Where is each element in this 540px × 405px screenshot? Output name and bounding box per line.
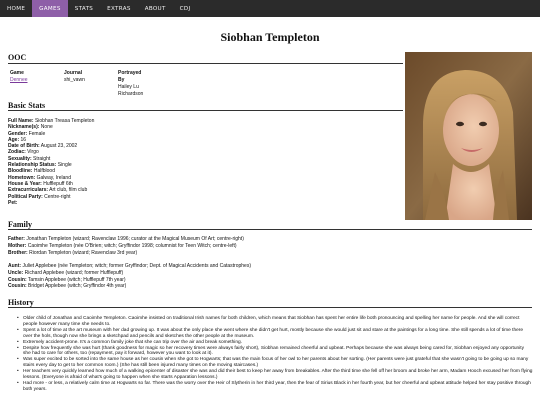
- list-item: • Older child of Jonathan and Caoimhe Templeton. Caoimhe insisted on traditional Irish names for both children, which means that Siobhan has spent her entire life both pronouncing and spelling her name for people. And she will correct people however many time she needs to.: [15, 316, 533, 328]
- family-value: Juliet Applebee (née Templeton; witch; former Gryffindor; Dept. of Magical Accidents and Catastrophes): [22, 263, 251, 269]
- stat-value: August 23, 2002: [40, 143, 78, 150]
- family-row: [8, 277, 251, 284]
- stat-key: Political Party:: [8, 193, 43, 200]
- list-item: • Extremely accident-prone. It's a common family joke that she can trip over the air and break something.: [15, 340, 533, 346]
- stat-key: Sexuality:: [8, 155, 32, 162]
- basic-stats-divider: [8, 110, 403, 111]
- nav-stats[interactable]: STATS: [74, 5, 94, 12]
- stat-value: Single: [57, 162, 72, 169]
- family-value: Jonathan Templeton (wizard; Ravenclaw 1996; curator at the Magical Museum Of Art; centre-right): [26, 236, 244, 242]
- list-item: • Her teachers very quickly learned how much of a walking epicenter of disaster she was and did their best to keep her away from breakables. After the third time she fell off her broom and broke her arm, Madam Hooch excused her from flying lessons. (Everyone is afraid of what's going to happen when she starts Apparation lessons.): [15, 369, 533, 381]
- ooc-game-link[interactable]: Dennee: [10, 77, 28, 83]
- family-row: [8, 263, 251, 270]
- portrait-image: [405, 52, 532, 220]
- family-key: Cousin:: [8, 276, 27, 283]
- stat-key: Date of Birth:: [8, 143, 40, 150]
- nav-cdj[interactable]: CDJ: [179, 5, 191, 12]
- family-row: [8, 270, 251, 277]
- list-item: • Had more - or less, a relatively calm time at Hogwarts so far. There was the worry over the Heir of Slytherin in her third year, then the fear of Sirius Black in her fourth year, but her cheerful and upbeat attitude helped her stay positive through both years.: [15, 381, 533, 393]
- stat-key: Bloodline:: [8, 168, 33, 175]
- stat-value: Virgo: [27, 149, 39, 156]
- family-value: Richard Applebee (wizard; former Hufflepuff): [24, 269, 124, 276]
- ooc-journal-value: shi_vawn: [64, 77, 85, 83]
- basic-stats-list: [8, 118, 94, 206]
- family-group-extended: [8, 263, 251, 290]
- family-key: Uncle:: [8, 269, 24, 276]
- stat-value: 16: [20, 136, 27, 143]
- family-row: [8, 283, 251, 290]
- family-value: Tamsin Applebee (witch; Hufflepuff 7th year): [27, 276, 126, 283]
- family-group-parents: [8, 236, 244, 256]
- stat-key: Relationship Status:: [8, 162, 57, 169]
- stat-value: Galway, Ireland: [36, 174, 71, 181]
- stat-value: Hufflepuff 6th: [43, 180, 73, 187]
- stat-value: Female: [28, 130, 46, 137]
- ooc-heading: OOC: [8, 53, 27, 62]
- top-nav: [0, 0, 540, 17]
- ooc-journal-header: Journal: [64, 70, 83, 76]
- list-item: • Was super excited to be sorted into the same house as her cousin when she got to Hogwarts; that was the main focus of her owl to her parents about her sorting. (Her parents were just grateful that she wasn't going to be going up so many stairs every day to get to her common room.) (She has still been injured many times on the moving staircases.): [15, 357, 533, 369]
- ooc-pb-value-2: Richardson: [118, 91, 144, 97]
- family-value: Bridget Applebee (witch; Gryffindor 4th year): [28, 283, 127, 290]
- character-portrait: [405, 52, 532, 220]
- ooc-pb-col: [118, 70, 143, 98]
- stat-value: Straight: [33, 155, 51, 162]
- ooc-divider: [8, 63, 403, 64]
- nav-home[interactable]: HOME: [7, 5, 26, 12]
- history-list: [15, 316, 533, 393]
- family-row: [8, 243, 244, 250]
- ooc-game-header: Game: [10, 70, 24, 76]
- family-key: Aunt:: [8, 263, 22, 269]
- list-item: • Despite how frequently she was hurt (thank goodness for magic so her recovery times were always fairly short), Siobhan remained cheerful and upbeat. Perhaps because she was always being cared for, Siobhan enjoyed any opportunity she had to care for others, too (repayment, pay it forward, however you want to look at it).: [15, 346, 533, 358]
- ooc-pb-value-1: Hailey Lu: [118, 84, 139, 90]
- nav-extras[interactable]: EXTRAS: [107, 5, 131, 12]
- family-row: [8, 250, 244, 257]
- stat-value: Centre-right: [44, 193, 71, 200]
- family-row: [8, 236, 244, 243]
- family-key: Father:: [8, 236, 25, 242]
- family-key: Cousin:: [8, 283, 27, 290]
- list-item: • Spent a lot of time at the art museum with her dad growing up. It was about the only place she went where she didn't get hurt, mostly because she would just sit and stare at the paintings for a long time. She still spends a lot of time there over the hols, though now she brings a sketchpad and pencils and sketches the other people at the museum.: [15, 328, 533, 340]
- stat-value: None: [40, 124, 53, 131]
- family-key: Mother:: [8, 242, 27, 249]
- stat-key: Gender:: [8, 130, 28, 137]
- family-heading: Family: [8, 220, 32, 229]
- stat-key: Zodiac:: [8, 149, 26, 156]
- stat-key: Age:: [8, 136, 20, 143]
- family-divider: [8, 229, 532, 230]
- ooc-pb-header: Portrayed By: [118, 70, 142, 83]
- stat-key: House & Year:: [8, 180, 42, 187]
- ooc-game-col: [10, 70, 28, 84]
- stat-key: Hometown:: [8, 174, 36, 181]
- stat-key: Pet:: [8, 199, 18, 206]
- history-heading: History: [8, 298, 34, 307]
- page-title: Siobhan Templeton: [220, 30, 320, 44]
- nav-about[interactable]: ABOUT: [144, 5, 166, 12]
- stat-value: Halfblood: [33, 168, 55, 175]
- family-key: Brother:: [8, 249, 28, 256]
- stat-value: Art club, film club: [49, 187, 88, 194]
- stat-row: [8, 200, 94, 206]
- family-value: Riordan Templeton (wizard; Ravenclaw 3rd year): [29, 249, 138, 256]
- stat-key: Extracurriculars:: [8, 187, 49, 194]
- stat-key: Full Name:: [8, 118, 34, 124]
- ooc-journal-col: [64, 70, 85, 84]
- history-divider: [8, 307, 532, 308]
- nav-games[interactable]: GAMES: [32, 0, 68, 17]
- family-value: Caoimhe Templeton (née O'Brien; witch; Gryffindor 1998; columnist for Teen Witch; centre-left): [27, 242, 237, 249]
- stat-key: Nickname(s):: [8, 124, 40, 131]
- basic-stats-heading: Basic Stats: [8, 101, 46, 110]
- stat-value: Siobhan Treasa Templeton: [34, 118, 95, 124]
